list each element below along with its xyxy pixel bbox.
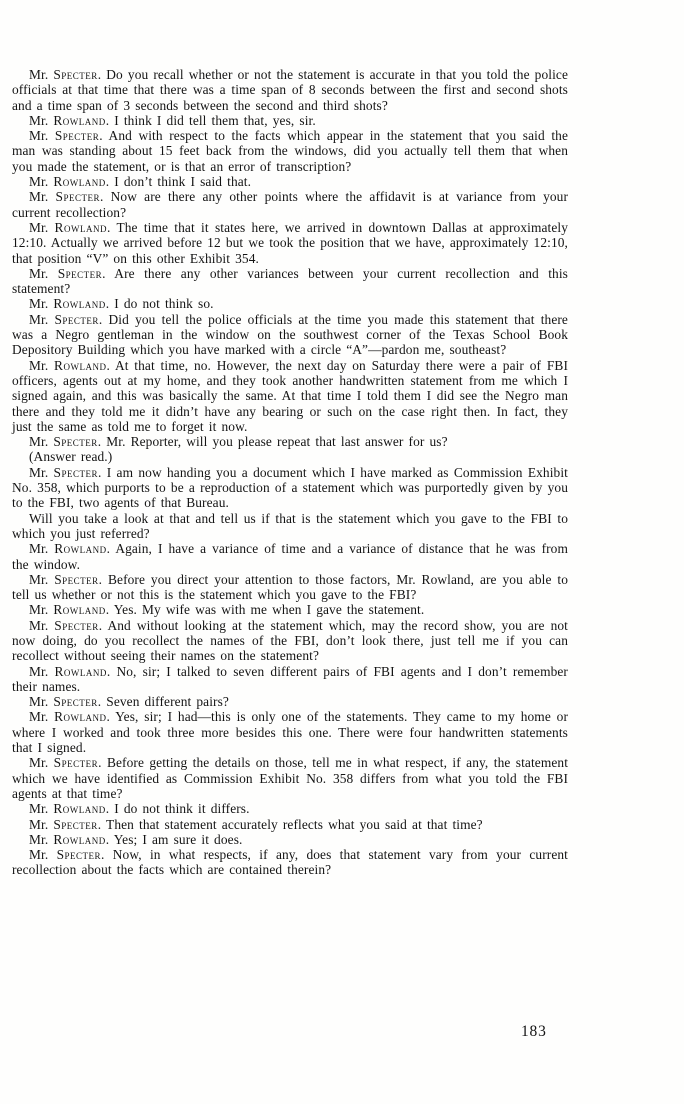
- speaker-separator: .: [97, 694, 107, 710]
- speaker-separator: .: [97, 67, 107, 82]
- transcript: [12, 67, 568, 878]
- speaker-title: Mr.: [29, 801, 54, 817]
- speaker-name: [29, 128, 109, 143]
- speaker-name: [29, 572, 108, 587]
- speaker-title: Mr.: [29, 174, 54, 190]
- paragraph-text: Yes. My wife was with me when I gave the statement.: [113, 602, 425, 618]
- speaker-name: [29, 174, 114, 189]
- paragraph-text: I do not think it differs.: [114, 801, 250, 817]
- transcript-paragraph: [12, 174, 568, 189]
- speaker-name: [29, 434, 106, 449]
- transcript-paragraph: [12, 618, 568, 664]
- speaker-separator: .: [97, 434, 107, 450]
- speaker-surname: Specter: [54, 617, 99, 633]
- speaker-title: Mr.: [29, 617, 55, 633]
- page-number: 183: [521, 1023, 547, 1040]
- speaker-surname: Specter: [54, 571, 99, 587]
- paragraph-text: Before getting the details on those, tell me in what respect, if any, the statement which we have identified as Commission Exhibit No. 358 differs from what you told the FBI agents at that time?: [12, 755, 569, 801]
- speaker-surname: Rowland: [54, 357, 107, 373]
- speaker-title: Mr.: [29, 265, 58, 281]
- speaker-surname: Specter: [53, 464, 98, 480]
- paragraph-text: At that time, no. However, the next day on Saturday there were a pair of FBI officers, agents out at my home, and they took another handwritten statement from me which I signed again, and this was basically the same. At that time I told them I did see the Negro man there and they told me it didn’t have any bearing or such on the case right then. In fact, they just the same as told me to forget it now.: [12, 357, 569, 434]
- speaker-title: Mr.: [29, 541, 55, 557]
- speaker-name: [29, 541, 115, 556]
- speaker-title: Mr.: [29, 709, 55, 725]
- speaker-surname: Rowland: [54, 219, 107, 235]
- transcript-paragraph: [12, 602, 568, 617]
- speaker-surname: Rowland: [53, 296, 106, 312]
- speaker-separator: .: [106, 663, 117, 679]
- speaker-separator: .: [106, 357, 115, 373]
- speaker-separator: .: [105, 112, 115, 128]
- speaker-separator: .: [98, 755, 107, 771]
- paragraph-text: I do not think so.: [114, 296, 214, 312]
- paragraph-text: Mr. Reporter, will you please repeat that last answer for us?: [106, 434, 448, 450]
- transcript-paragraph: [12, 296, 568, 311]
- transcript-paragraph: [12, 449, 568, 464]
- speaker-name: [29, 358, 115, 373]
- speaker-title: Mr.: [29, 219, 55, 235]
- speaker-name: [29, 602, 114, 617]
- speaker-title: Mr.: [29, 602, 54, 618]
- speaker-separator: .: [97, 816, 107, 832]
- transcript-paragraph: [12, 709, 568, 755]
- speaker-name: [29, 296, 114, 311]
- speaker-separator: .: [98, 571, 108, 587]
- speaker-name: [29, 220, 116, 235]
- transcript-paragraph: [12, 266, 568, 297]
- speaker-title: Mr.: [29, 112, 54, 128]
- speaker-surname: Specter: [54, 128, 100, 144]
- speaker-title: Mr.: [29, 663, 55, 679]
- transcript-paragraph: [12, 694, 568, 709]
- paragraph-text: Did you tell the police officials at the time you made this statement that there was a Negro gentleman in the window on the southwest corner of the Texas School Book Depository Building which you have marked with a circle “A”—pardon me, southeast?: [12, 311, 568, 358]
- speaker-separator: .: [106, 709, 116, 725]
- transcript-paragraph: [12, 817, 568, 832]
- speaker-separator: .: [98, 617, 108, 633]
- paragraph-text: Are there any other variances between your current recollection and this statement?: [12, 265, 568, 297]
- speaker-name: [29, 817, 106, 832]
- speaker-title: Mr.: [29, 296, 54, 312]
- speaker-surname: Rowland: [53, 831, 106, 847]
- speaker-name: [29, 67, 106, 82]
- speaker-separator: .: [106, 219, 117, 235]
- speaker-separator: .: [102, 265, 115, 281]
- speaker-name: [29, 709, 115, 724]
- speaker-surname: Specter: [53, 694, 98, 710]
- speaker-surname: Specter: [57, 265, 103, 281]
- paragraph-text: (Answer read.): [29, 449, 113, 465]
- transcript-paragraph: [12, 465, 568, 511]
- paragraph-text: I think I did tell them that, yes, sir.: [114, 112, 316, 128]
- speaker-separator: .: [99, 128, 109, 144]
- speaker-name: [29, 465, 107, 480]
- transcript-paragraph: [12, 312, 568, 358]
- paragraph-text: Yes; I am sure it does.: [113, 831, 243, 847]
- speaker-surname: Rowland: [54, 541, 107, 557]
- speaker-surname: Specter: [55, 189, 100, 205]
- speaker-name: [29, 312, 109, 327]
- speaker-surname: Specter: [54, 311, 99, 327]
- speaker-surname: Rowland: [54, 663, 107, 679]
- transcript-paragraph: [12, 434, 568, 449]
- paragraph-text: Again, I have a variance of time and a variance of distance that he was from the window.: [12, 541, 568, 572]
- speaker-title: Mr.: [29, 831, 54, 847]
- paragraph-text: Before you direct your attention to those factors, Mr. Rowland, are you able to tell us whether or not this is the statement which you gave to the FBI?: [12, 571, 569, 603]
- transcript-paragraph: [12, 572, 568, 603]
- speaker-title: Mr.: [29, 311, 55, 327]
- paragraph-text: Yes, sir; I had—this is only one of the statements. They came to my home or where I worked and took three more besides this one. There were four handwritten statements that I signed.: [12, 709, 569, 756]
- speaker-separator: .: [105, 174, 115, 190]
- transcript-paragraph: [12, 128, 568, 174]
- speaker-name: [29, 664, 116, 679]
- transcript-paragraph: [12, 755, 568, 801]
- speaker-name: [29, 847, 113, 862]
- paragraph-text: Seven different pairs?: [106, 694, 229, 710]
- transcript-paragraph: [12, 801, 568, 816]
- paragraph-text: I don’t think I said that.: [114, 174, 252, 190]
- speaker-name: [29, 755, 107, 770]
- speaker-surname: Specter: [53, 67, 98, 82]
- paragraph-text: Now, in what respects, if any, does that statement vary from your current recollection about the facts which are contained therein?: [12, 847, 569, 878]
- speaker-title: Mr.: [29, 357, 55, 373]
- speaker-surname: Specter: [53, 816, 98, 832]
- speaker-surname: Rowland: [54, 709, 107, 725]
- transcript-paragraph: [12, 832, 568, 847]
- speaker-separator: .: [105, 602, 114, 618]
- transcript-paragraph: [12, 189, 568, 220]
- speaker-name: [29, 832, 114, 847]
- paragraph-text: I am now handing you a document which I have marked as Commission Exhibit No. 358, which purports to be a reproduction of a statement which was purportedly given by you to the FBI, two agents of that Bureau.: [12, 464, 568, 511]
- speaker-separator: .: [98, 464, 107, 480]
- speaker-separator: .: [105, 831, 114, 847]
- paragraph-text: Do you recall whether or not the statement is accurate in that you told the police officials at that time that there was a time span of 8 seconds between the first and second shots and a time span of 3 seconds between the second and third shots?: [12, 67, 568, 113]
- transcript-paragraph: [12, 541, 568, 572]
- speaker-title: Mr.: [29, 434, 54, 450]
- transcript-paragraph: [12, 220, 568, 266]
- speaker-title: Mr.: [29, 755, 54, 771]
- speaker-title: Mr.: [29, 464, 54, 480]
- transcript-paragraph: [12, 67, 568, 113]
- speaker-surname: Specter: [56, 847, 102, 863]
- transcript-paragraph: [12, 664, 568, 695]
- speaker-title: Mr.: [29, 847, 57, 863]
- speaker-title: Mr.: [29, 189, 56, 205]
- speaker-name: [29, 694, 106, 709]
- speaker-surname: Rowland: [53, 602, 106, 618]
- speaker-separator: .: [105, 296, 115, 312]
- speaker-title: Mr.: [29, 571, 55, 587]
- transcript-paragraph: [12, 511, 568, 542]
- speaker-separator: .: [98, 311, 109, 327]
- speaker-surname: Specter: [53, 434, 98, 450]
- speaker-name: [29, 266, 114, 281]
- speaker-surname: Rowland: [53, 801, 106, 817]
- speaker-name: [29, 113, 114, 128]
- speaker-surname: Specter: [53, 755, 99, 771]
- speaker-surname: Rowland: [53, 174, 106, 190]
- speaker-separator: .: [99, 189, 111, 205]
- speaker-separator: .: [101, 847, 113, 863]
- transcript-paragraph: [12, 113, 568, 128]
- speaker-name: [29, 189, 111, 204]
- paragraph-text: The time that it states here, we arrived in downtown Dallas at approximately 12:10. Actually we arrived before 12 but we took the position that we have, approximately 12:10, that position “V” on this other Exhibit 354.: [12, 219, 568, 266]
- speaker-name: [29, 801, 114, 816]
- transcript-paragraph: [12, 358, 568, 434]
- paragraph-text: And without looking at the statement which, may the record show, you are not now doing, do you recollect the names of the FBI, don’t look there, just tell me if you can recollect without seeing their names on the statement?: [12, 617, 568, 664]
- speaker-title: Mr.: [29, 128, 55, 144]
- speaker-title: Mr.: [29, 694, 54, 710]
- speaker-separator: .: [105, 801, 115, 817]
- speaker-separator: .: [106, 541, 116, 557]
- speaker-title: Mr.: [29, 816, 54, 832]
- speaker-title: Mr.: [29, 67, 54, 82]
- transcript-paragraph: [12, 847, 568, 878]
- paragraph-text: And with respect to the facts which appear in the statement that you said the man was standing about 15 feet back from the windows, did you actually tell them that when you made the statement, or is that an error of transcription?: [12, 128, 568, 174]
- speaker-surname: Rowland: [53, 112, 106, 128]
- paragraph-text: Then that statement accurately reflects what you said at that time?: [106, 816, 483, 832]
- paragraph-text: Will you take a look at that and tell us if that is the statement which you gave to the FBI to which you just referred?: [12, 510, 568, 541]
- speaker-name: [29, 618, 107, 633]
- paragraph-text: Now are there any other points where the affidavit is at variance from your current recollection?: [12, 189, 569, 220]
- paragraph-text: No, sir; I talked to seven different pairs of FBI agents and I don’t remember their names.: [12, 663, 568, 694]
